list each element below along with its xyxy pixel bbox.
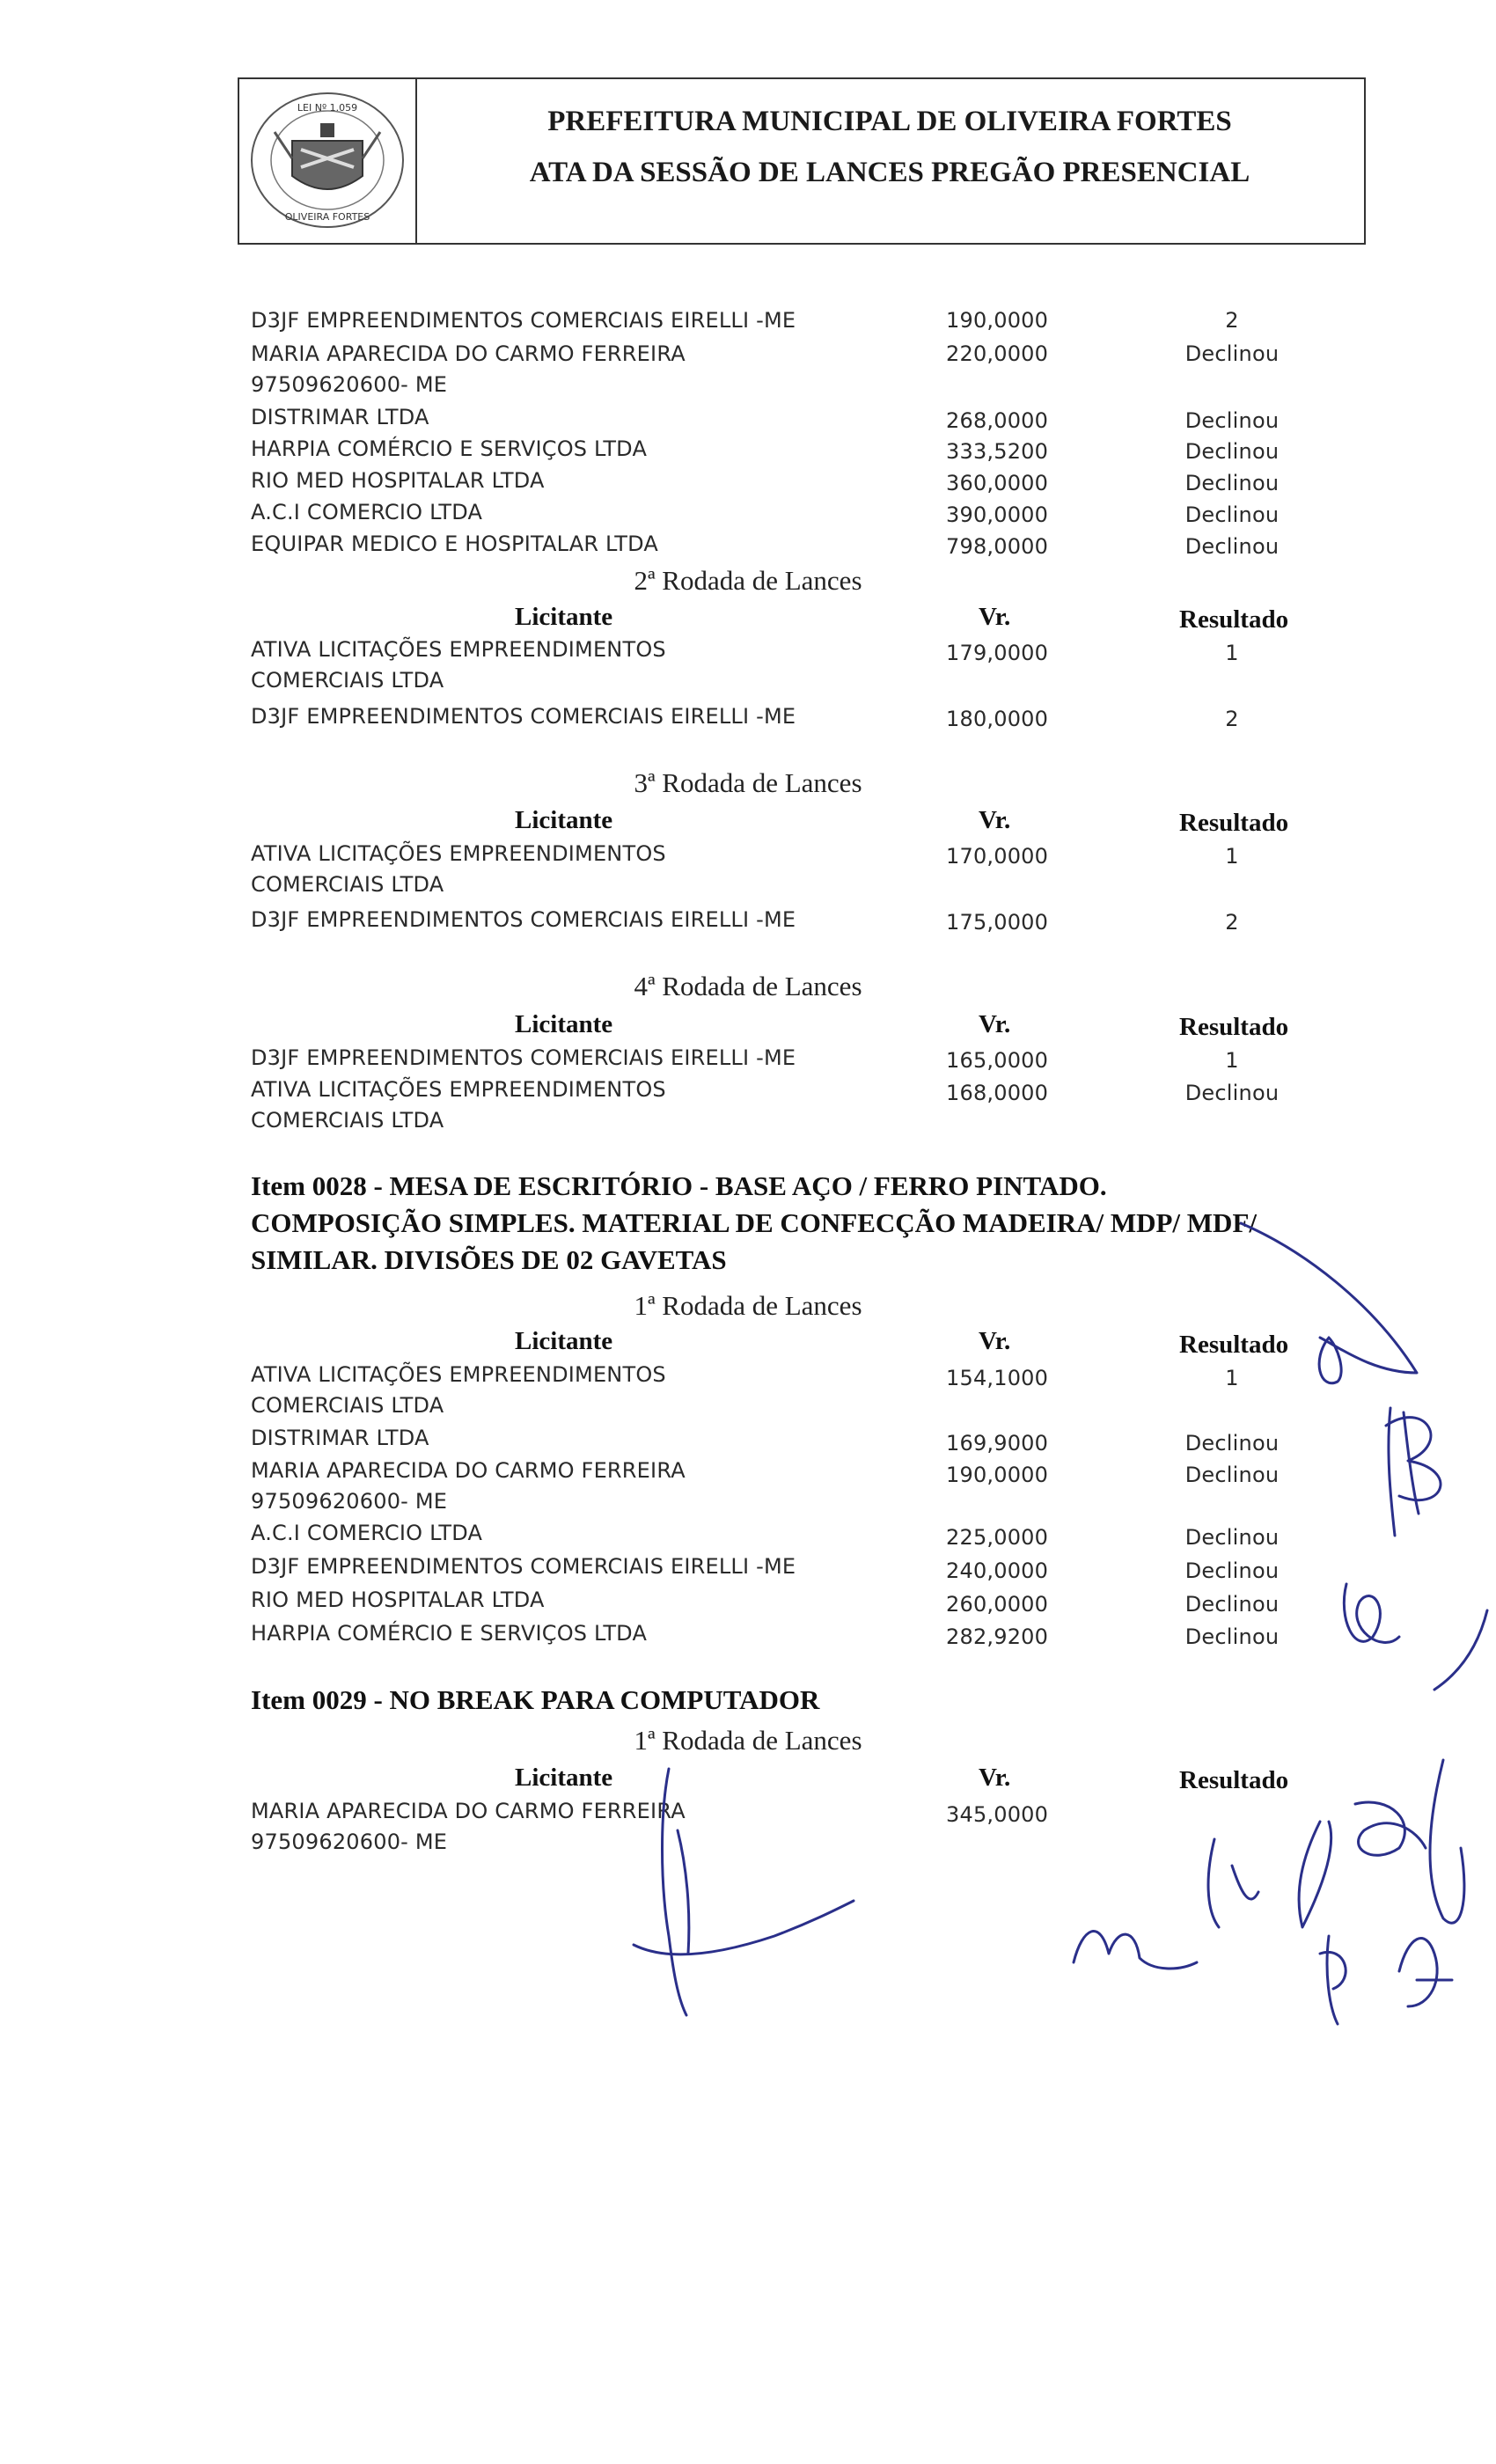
round-title: 3ª Rodada de Lances (634, 767, 862, 798)
round-title: 1ª Rodada de Lances (634, 1290, 862, 1321)
bid-result: Declinou (1184, 1431, 1280, 1456)
bid-value: 282,9200 (946, 1624, 1049, 1649)
round-title: 2ª Rodada de Lances (634, 565, 862, 596)
column-header-resultado: Resultado (1179, 1013, 1289, 1041)
bidder-name: ATIVA LICITAÇÕES EMPREENDIMENTOS (251, 1362, 666, 1387)
bid-value: 165,0000 (946, 1048, 1049, 1073)
bidder-name: RIO MED HOSPITALAR LTDA (251, 1588, 545, 1612)
bidder-name: A.C.I COMERCIO LTDA (251, 1521, 483, 1545)
bidder-name-line2: 97509620600- ME (251, 1489, 448, 1514)
column-header-resultado: Resultado (1179, 1331, 1289, 1359)
column-header-licitante: Licitante (515, 1764, 613, 1792)
bid-value: 260,0000 (946, 1592, 1049, 1617)
bid-value: 390,0000 (946, 502, 1049, 527)
column-header-resultado: Resultado (1179, 1766, 1289, 1794)
column-header-valor: Vr. (979, 806, 1011, 834)
column-header-licitante: Licitante (515, 806, 613, 834)
bid-value: 154,1000 (946, 1366, 1049, 1390)
bidder-name: ATIVA LICITAÇÕES EMPREENDIMENTOS (251, 637, 666, 662)
bidder-name: ATIVA LICITAÇÕES EMPREENDIMENTOS (251, 841, 666, 866)
column-header-resultado: Resultado (1179, 605, 1289, 634)
bid-value: 225,0000 (946, 1525, 1049, 1550)
column-header-licitante: Licitante (515, 1010, 613, 1038)
column-header-valor: Vr. (979, 1327, 1011, 1355)
bid-result: Declinou (1184, 341, 1280, 366)
round-title: 4ª Rodada de Lances (634, 971, 862, 1001)
bid-result: Declinou (1184, 439, 1280, 464)
bid-value: 168,0000 (946, 1081, 1049, 1105)
header-title: PREFEITURA MUNICIPAL DE OLIVEIRA FORTES (547, 106, 1232, 137)
column-header-licitante: Licitante (515, 603, 613, 631)
round-title: 1ª Rodada de Lances (634, 1725, 862, 1756)
bidder-name: D3JF EMPREENDIMENTOS COMERCIAIS EIRELLI -ME (251, 907, 796, 932)
bid-result: Declinou (1184, 1592, 1280, 1617)
bidder-name: EQUIPAR MEDICO E HOSPITALAR LTDA (251, 532, 659, 556)
bid-result: 1 (1225, 1366, 1239, 1390)
bidder-name: D3JF EMPREENDIMENTOS COMERCIAIS EIRELLI -ME (251, 704, 796, 729)
bid-result: Declinou (1184, 1558, 1280, 1583)
item-title: Item 0028 - MESA DE ESCRITÓRIO - BASE AÇO / FERRO PINTADO. (251, 1170, 1107, 1201)
bid-value: 175,0000 (946, 910, 1049, 935)
bidder-name: A.C.I COMERCIO LTDA (251, 500, 483, 524)
bid-value: 268,0000 (946, 408, 1049, 433)
column-header-valor: Vr. (979, 603, 1011, 631)
header-subtitle: ATA DA SESSÃO DE LANCES PREGÃO PRESENCIAL (529, 157, 1250, 188)
svg-text:LEI Nº 1.059: LEI Nº 1.059 (297, 102, 358, 114)
bidder-name: MARIA APARECIDA DO CARMO FERREIRA (251, 1458, 686, 1483)
bid-value: 360,0000 (946, 471, 1049, 495)
bidder-name-line2: COMERCIAIS LTDA (251, 668, 444, 693)
bid-value: 798,0000 (946, 534, 1049, 559)
bidder-name: RIO MED HOSPITALAR LTDA (251, 468, 545, 493)
bid-result: Declinou (1184, 534, 1280, 559)
bidder-name-line2: 97509620600- ME (251, 1830, 448, 1854)
item-title: COMPOSIÇÃO SIMPLES. MATERIAL DE CONFECÇÃO MADEIRA/ MDP/ MDF/ (251, 1207, 1257, 1238)
column-header-licitante: Licitante (515, 1327, 613, 1355)
bid-value: 179,0000 (946, 641, 1049, 665)
svg-text:OLIVEIRA FORTES: OLIVEIRA FORTES (284, 211, 370, 223)
bidder-name: HARPIA COMÉRCIO E SERVIÇOS LTDA (251, 436, 648, 461)
bidder-name: HARPIA COMÉRCIO E SERVIÇOS LTDA (251, 1621, 648, 1646)
bid-result: 2 (1225, 910, 1239, 935)
bidder-name-line2: COMERCIAIS LTDA (251, 1393, 444, 1418)
bid-result: 1 (1225, 844, 1239, 869)
item-title: Item 0029 - NO BREAK PARA COMPUTADOR (251, 1684, 820, 1715)
bid-value: 180,0000 (946, 707, 1049, 731)
bid-value: 333,5200 (946, 439, 1049, 464)
bidder-name-line2: COMERCIAIS LTDA (251, 872, 444, 897)
bid-result: 1 (1225, 1048, 1239, 1073)
item-title: SIMILAR. DIVISÕES DE 02 GAVETAS (251, 1244, 727, 1275)
bidder-name: D3JF EMPREENDIMENTOS COMERCIAIS EIRELLI -ME (251, 1045, 796, 1070)
bidder-name: MARIA APARECIDA DO CARMO FERREIRA (251, 1799, 686, 1823)
bid-result: Declinou (1184, 1525, 1280, 1550)
bid-value: 190,0000 (946, 1463, 1049, 1487)
bid-value: 170,0000 (946, 844, 1049, 869)
bid-result: Declinou (1184, 1081, 1280, 1105)
bid-result: Declinou (1184, 502, 1280, 527)
bid-result: 2 (1225, 707, 1239, 731)
bid-result: Declinou (1184, 408, 1280, 433)
column-header-valor: Vr. (979, 1764, 1011, 1792)
bidder-name: DISTRIMAR LTDA (251, 1426, 429, 1450)
column-header-valor: Vr. (979, 1010, 1011, 1038)
bidder-name: DISTRIMAR LTDA (251, 405, 429, 429)
bid-value: 345,0000 (946, 1802, 1049, 1827)
bid-value: 240,0000 (946, 1558, 1049, 1583)
bidder-name: D3JF EMPREENDIMENTOS COMERCIAIS EIRELLI -ME (251, 308, 796, 333)
bid-value: 220,0000 (946, 341, 1049, 366)
bid-result: Declinou (1184, 1624, 1280, 1649)
bidder-name: ATIVA LICITAÇÕES EMPREENDIMENTOS (251, 1077, 666, 1102)
column-header-resultado: Resultado (1179, 809, 1289, 837)
bidder-name: MARIA APARECIDA DO CARMO FERREIRA (251, 341, 686, 366)
bidder-name-line2: 97509620600- ME (251, 372, 448, 397)
bid-result: 2 (1225, 308, 1239, 333)
bid-result: Declinou (1184, 471, 1280, 495)
bid-value: 169,9000 (946, 1431, 1049, 1456)
bidder-name: D3JF EMPREENDIMENTOS COMERCIAIS EIRELLI -ME (251, 1554, 796, 1579)
bidder-name-line2: COMERCIAIS LTDA (251, 1108, 444, 1133)
bid-result: Declinou (1184, 1463, 1280, 1487)
bid-value: 190,0000 (946, 308, 1049, 333)
bid-result: 1 (1225, 641, 1239, 665)
